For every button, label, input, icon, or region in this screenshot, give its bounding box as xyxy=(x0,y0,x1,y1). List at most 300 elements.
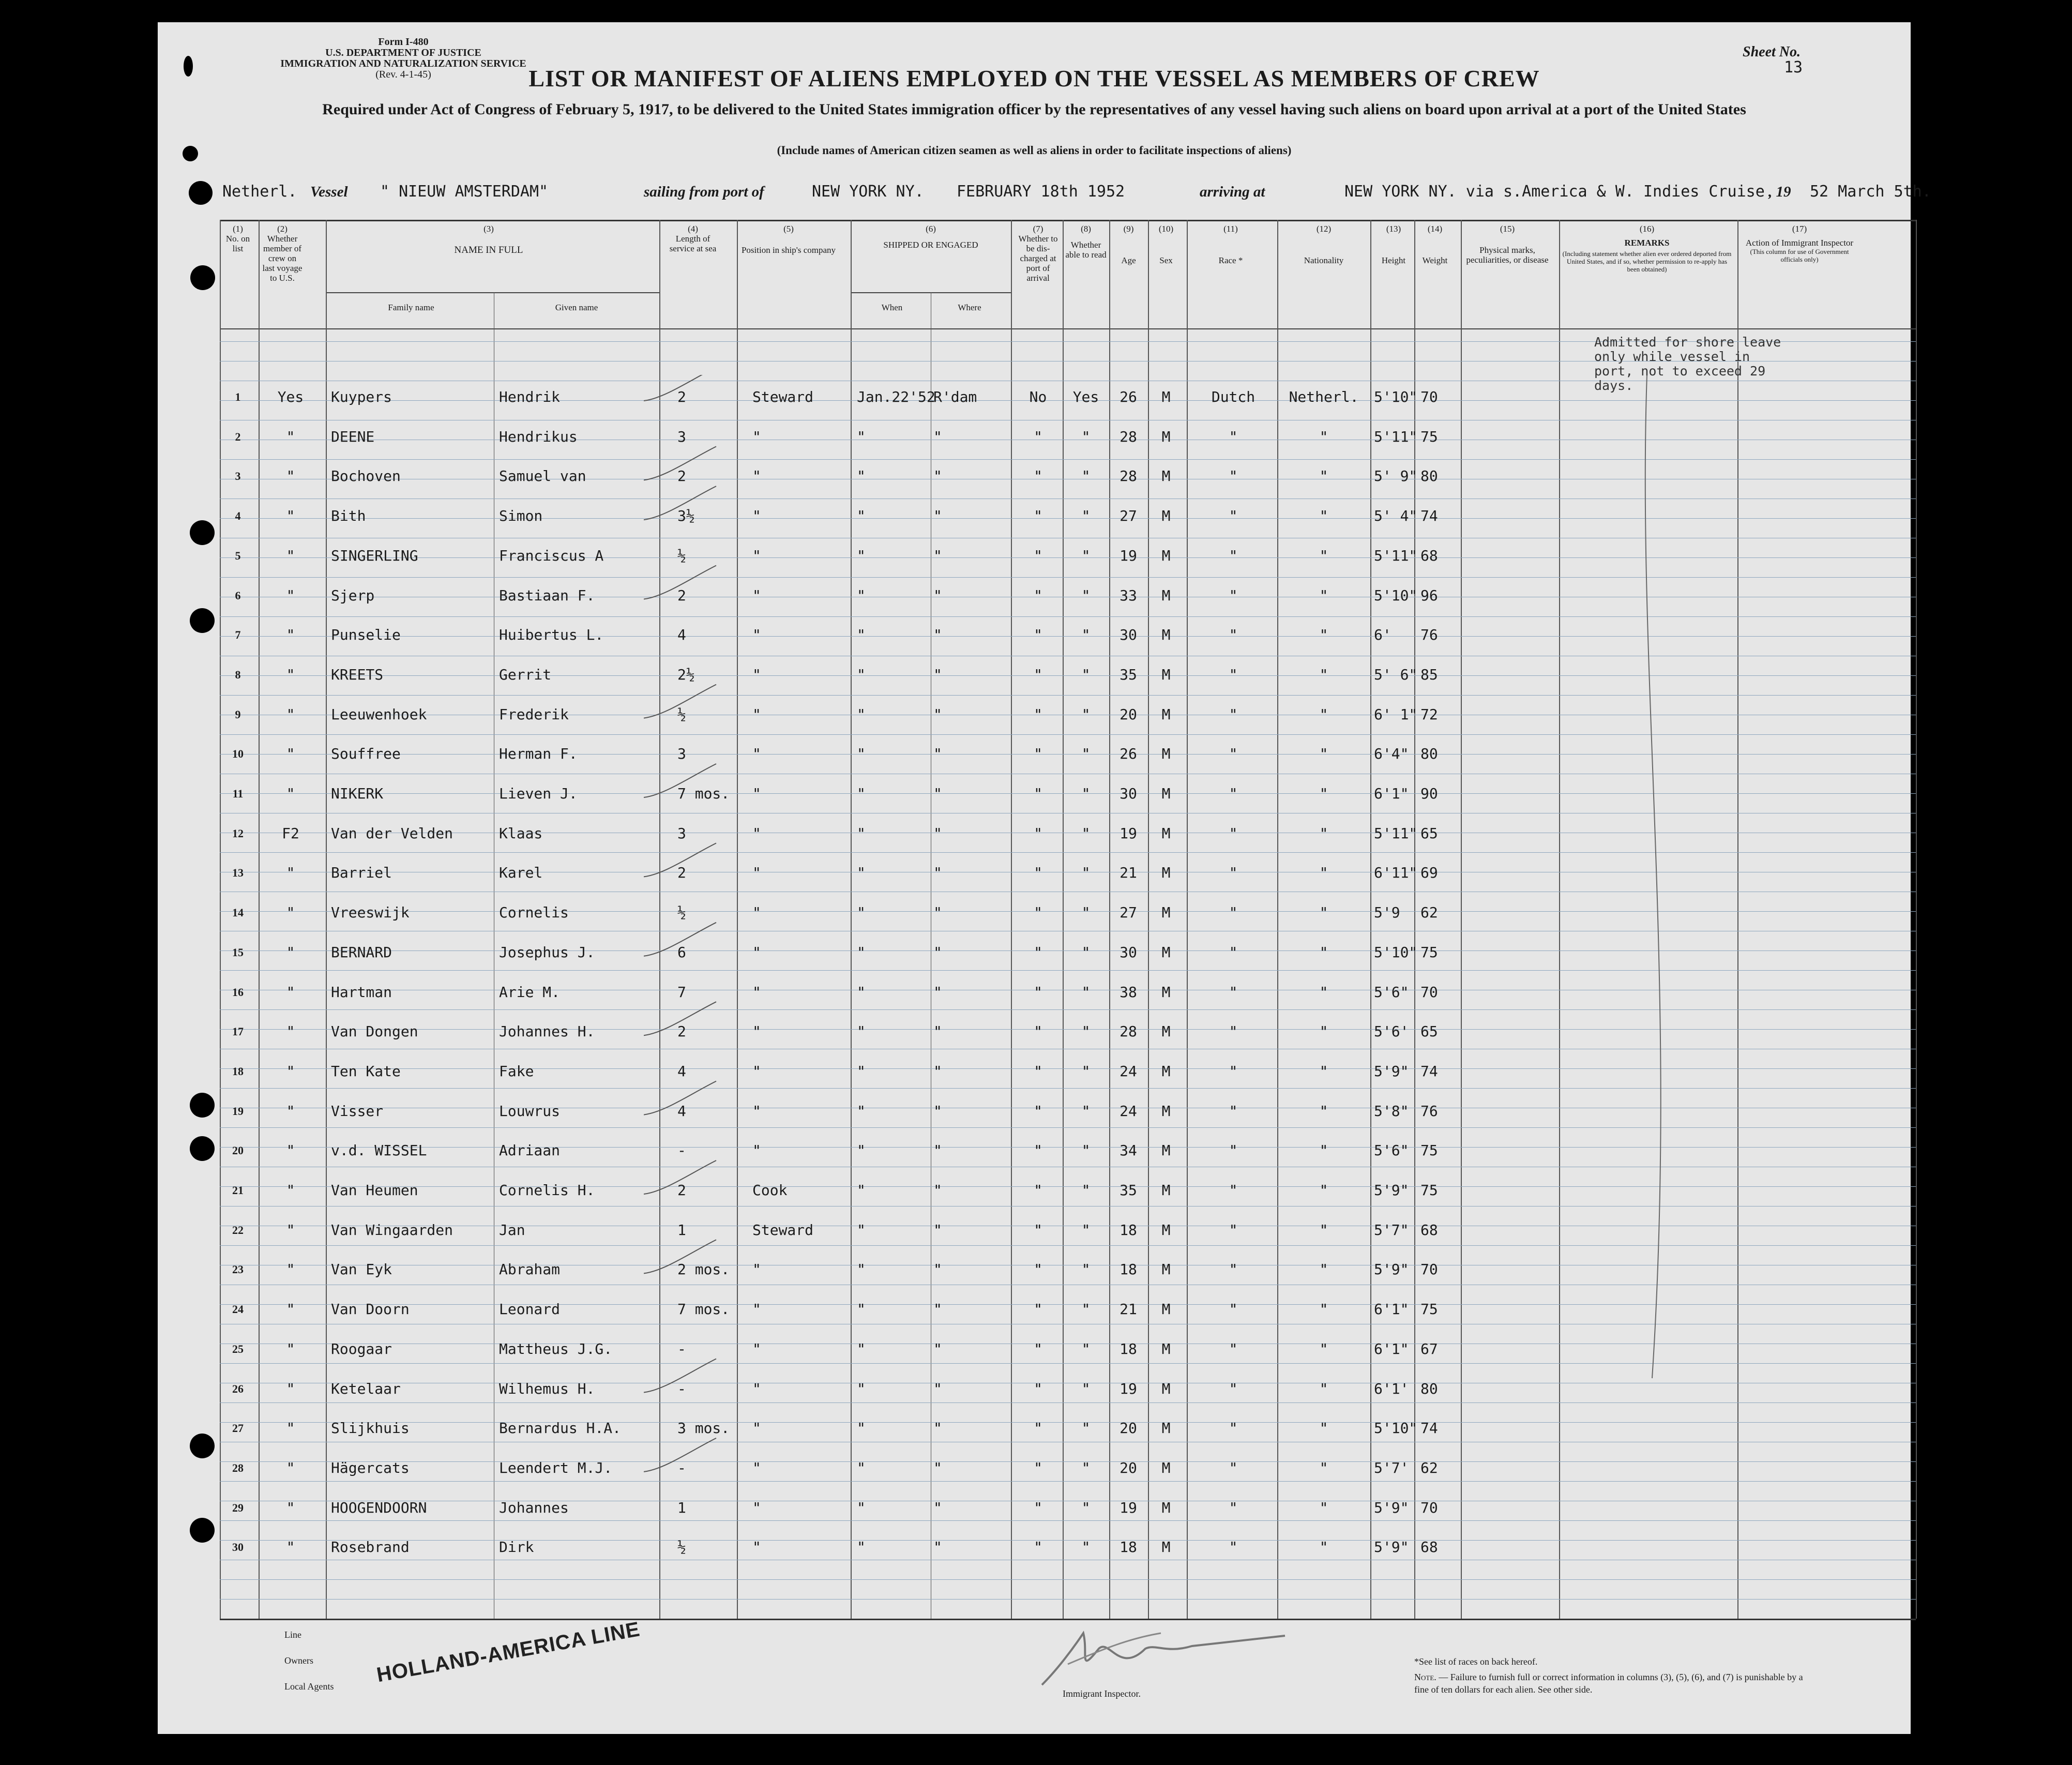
cell-age: 33 xyxy=(1120,587,1137,604)
cell-nationality: " xyxy=(1319,706,1328,723)
pencil-check-marks xyxy=(644,375,758,1616)
cell-where: " xyxy=(933,1340,942,1357)
table-row xyxy=(220,1421,1916,1438)
cell-given: Leonard xyxy=(499,1301,561,1318)
cell-when: " xyxy=(857,1538,866,1556)
cell-family: Barriel xyxy=(331,864,392,881)
cell-race: " xyxy=(1229,1142,1238,1159)
cell-read: " xyxy=(1081,1142,1091,1159)
cell-where: " xyxy=(933,1538,942,1556)
cell-when: " xyxy=(857,547,866,564)
cell-service: - xyxy=(677,1142,686,1159)
cell-when: " xyxy=(857,1499,866,1516)
cell-discharged: " xyxy=(1034,1380,1042,1397)
cell-age: 26 xyxy=(1120,745,1137,762)
cell-age: 18 xyxy=(1120,1221,1137,1239)
cell-height: 5' 4" xyxy=(1374,507,1418,524)
cell-when: " xyxy=(857,825,866,842)
cell-age: 27 xyxy=(1120,904,1137,921)
cell-when: " xyxy=(857,1261,866,1278)
cell-sex: M xyxy=(1161,1340,1171,1357)
cell-service: 2 xyxy=(677,1182,686,1199)
cell-service: 3½ xyxy=(677,507,695,524)
cell-service: 2½ xyxy=(677,666,695,683)
ruled-line xyxy=(220,1579,1916,1580)
cell-read: " xyxy=(1081,944,1091,961)
cell-sex: M xyxy=(1161,626,1171,643)
col6-where-header: Where xyxy=(958,303,981,312)
cell-nationality: " xyxy=(1319,587,1328,604)
cell-race: " xyxy=(1229,1182,1238,1199)
cell-no: 8 xyxy=(235,668,241,681)
cell-read: " xyxy=(1081,984,1091,1001)
cell-race: " xyxy=(1229,944,1238,961)
cell-height: 5' 6" xyxy=(1374,666,1418,683)
col12-header: (12) Nationality xyxy=(1304,224,1344,265)
cell-given: Louwrus xyxy=(499,1103,561,1120)
cell-race: Dutch xyxy=(1211,388,1256,405)
cell-height: 6'4" xyxy=(1374,745,1409,762)
cell-height: 5'7' xyxy=(1374,1459,1409,1476)
cell-age: 19 xyxy=(1120,1499,1137,1516)
sailing-label: sailing from port of xyxy=(644,184,764,200)
cell-when: " xyxy=(857,904,866,921)
cell-service: ½ xyxy=(677,904,686,921)
cell-no: 2 xyxy=(235,430,241,443)
cell-sex: M xyxy=(1161,587,1171,604)
cell-when: " xyxy=(857,785,866,802)
cell-when: " xyxy=(857,1142,866,1159)
cell-when: " xyxy=(857,864,866,881)
cell-nationality: " xyxy=(1319,1340,1328,1357)
cell-where: " xyxy=(933,1420,942,1437)
cell-discharged: " xyxy=(1034,666,1042,683)
cell-family: Ketelaar xyxy=(331,1380,401,1397)
cell-sex: M xyxy=(1161,904,1171,921)
cell-sex: M xyxy=(1161,745,1171,762)
cell-prev: " xyxy=(286,1301,295,1318)
cell-discharged: " xyxy=(1034,587,1042,604)
cell-service: 2 mos. xyxy=(677,1261,730,1278)
year-prefix: , 19 xyxy=(1768,184,1791,200)
service-name: IMMIGRATION AND NATURALIZATION SERVICE xyxy=(280,58,526,69)
cell-nationality: " xyxy=(1319,904,1328,921)
cell-where: " xyxy=(933,626,942,643)
cell-family: HOOGENDOORN xyxy=(331,1499,427,1516)
cell-service: - xyxy=(677,1459,686,1476)
cell-family: Ten Kate xyxy=(331,1063,401,1080)
cell-no: 14 xyxy=(232,906,244,919)
cell-where: " xyxy=(933,944,942,961)
cell-service: 7 mos. xyxy=(677,1301,730,1318)
cell-age: 28 xyxy=(1120,428,1137,445)
cell-no: 13 xyxy=(232,866,244,879)
cell-given: Mattheus J.G. xyxy=(499,1340,613,1357)
cell-nationality: " xyxy=(1319,1420,1328,1437)
cell-no: 26 xyxy=(232,1382,244,1395)
cell-where: " xyxy=(933,467,942,485)
cell-given: Franciscus A xyxy=(499,547,604,564)
cell-weight: 75 xyxy=(1420,944,1438,961)
cell-no: 16 xyxy=(232,986,244,999)
cell-discharged: " xyxy=(1034,1499,1042,1516)
cell-discharged: " xyxy=(1034,1340,1042,1357)
cell-nationality: " xyxy=(1319,1103,1328,1120)
punch-hole xyxy=(184,56,193,77)
cell-service: 1 xyxy=(677,1499,686,1516)
cell-family: NIKERK xyxy=(331,785,384,802)
cell-age: 28 xyxy=(1120,467,1137,485)
cell-race: " xyxy=(1229,1063,1238,1080)
cell-position: " xyxy=(752,984,761,1001)
cell-given: Samuel van xyxy=(499,467,586,485)
cell-age: 30 xyxy=(1120,944,1137,961)
cell-no: 15 xyxy=(232,946,244,959)
cell-read: " xyxy=(1081,1182,1091,1199)
cell-position: " xyxy=(752,428,761,445)
cell-service: 3 xyxy=(677,825,686,842)
cell-nationality: " xyxy=(1319,1301,1328,1318)
remarks-text: Admitted for shore leave only while vessel in port, not to exceed 29 days. xyxy=(1594,335,1781,393)
cell-where: " xyxy=(933,507,942,524)
cell-position: " xyxy=(752,1459,761,1476)
form-number: Form I-480 xyxy=(378,36,429,48)
cell-where: " xyxy=(933,587,942,604)
cell-discharged: " xyxy=(1034,1459,1042,1476)
cell-service: ½ xyxy=(677,1538,686,1556)
cell-when: " xyxy=(857,1340,866,1357)
cell-prev: " xyxy=(286,428,295,445)
col13-header: (13) Height xyxy=(1381,224,1406,265)
cell-race: " xyxy=(1229,547,1238,564)
cell-service: 7 xyxy=(677,984,686,1001)
cell-read: " xyxy=(1081,1420,1091,1437)
cell-where: " xyxy=(933,745,942,762)
cell-discharged: " xyxy=(1034,745,1042,762)
cell-when: " xyxy=(857,944,866,961)
cell-family: KREETS xyxy=(331,666,384,683)
cell-when: " xyxy=(857,1380,866,1397)
cell-position: " xyxy=(752,1380,761,1397)
cell-where: " xyxy=(933,666,942,683)
cell-service: 4 xyxy=(677,1103,686,1120)
cell-prev: " xyxy=(286,1182,295,1199)
cell-service: ½ xyxy=(677,547,686,564)
cell-age: 30 xyxy=(1120,785,1137,802)
cell-service: 3 xyxy=(677,745,686,762)
cell-discharged: " xyxy=(1034,626,1042,643)
cell-race: " xyxy=(1229,785,1238,802)
cell-sex: M xyxy=(1161,1103,1171,1120)
cell-nationality: " xyxy=(1319,1221,1328,1239)
cell-age: 19 xyxy=(1120,547,1137,564)
cell-position: " xyxy=(752,1142,761,1159)
cell-height: 5'10" xyxy=(1374,388,1418,405)
cell-service: 7 mos. xyxy=(677,785,730,802)
cell-discharged: " xyxy=(1034,1063,1042,1080)
cell-height: 6'1" xyxy=(1374,1340,1409,1357)
cell-where: " xyxy=(933,1301,942,1318)
cell-height: 5'9" xyxy=(1374,1063,1409,1080)
cell-weight: 70 xyxy=(1420,1261,1438,1278)
col1-header: (1) No. on list xyxy=(225,224,250,253)
cell-no: 18 xyxy=(232,1065,244,1078)
cell-read: " xyxy=(1081,1261,1091,1278)
cell-read: " xyxy=(1081,507,1091,524)
cell-when: " xyxy=(857,666,866,683)
cell-race: " xyxy=(1229,1499,1238,1516)
cell-weight: 72 xyxy=(1420,706,1438,723)
cell-prev: " xyxy=(286,1063,295,1080)
cell-race: " xyxy=(1229,1420,1238,1437)
cell-age: 35 xyxy=(1120,666,1137,683)
cell-family: Roogaar xyxy=(331,1340,392,1357)
cell-position: Steward xyxy=(752,388,814,405)
cell-given: Dirk xyxy=(499,1538,534,1556)
cell-no: 24 xyxy=(232,1303,244,1316)
col10-header: (10) Sex xyxy=(1158,224,1174,265)
cell-sex: M xyxy=(1161,388,1171,405)
cell-no: 10 xyxy=(232,747,244,760)
cell-weight: 65 xyxy=(1420,1023,1438,1040)
cell-sex: M xyxy=(1161,785,1171,802)
cell-sex: M xyxy=(1161,1380,1171,1397)
cell-position: Steward xyxy=(752,1221,814,1239)
cell-age: 20 xyxy=(1120,1459,1137,1476)
cell-read: " xyxy=(1081,904,1091,921)
cell-nationality: " xyxy=(1319,626,1328,643)
cell-given: Wilhemus H. xyxy=(499,1380,595,1397)
cell-read: " xyxy=(1081,745,1091,762)
cell-given: Johannes xyxy=(499,1499,569,1516)
cell-prev: " xyxy=(286,1142,295,1159)
cell-service: ½ xyxy=(677,706,686,723)
cell-height: 5'9 xyxy=(1374,904,1400,921)
cell-position: " xyxy=(752,547,761,564)
cell-race: " xyxy=(1229,1380,1238,1397)
cell-weight: 75 xyxy=(1420,1301,1438,1318)
cell-sex: M xyxy=(1161,1063,1171,1080)
cell-family: Bochoven xyxy=(331,467,401,485)
cell-given: Hendrikus xyxy=(499,428,578,445)
cell-discharged: " xyxy=(1034,904,1042,921)
cell-sex: M xyxy=(1161,1499,1171,1516)
cell-when: " xyxy=(857,1103,866,1120)
page-title: LIST OR MANIFEST OF ALIENS EMPLOYED ON THE VESSEL AS MEMBERS OF CREW xyxy=(528,65,1540,92)
punch-hole xyxy=(190,520,215,545)
arrival-date: 52 March 5th. xyxy=(1810,183,1931,201)
cell-when: " xyxy=(857,1459,866,1476)
cell-age: 20 xyxy=(1120,706,1137,723)
cell-sex: M xyxy=(1161,1420,1171,1437)
cell-family: Leeuwenhoek xyxy=(331,706,427,723)
inspector-signature xyxy=(1026,1618,1399,1695)
cell-position: " xyxy=(752,1499,761,1516)
cell-prev: " xyxy=(286,547,295,564)
cell-height: 5'9" xyxy=(1374,1499,1409,1516)
cell-when: " xyxy=(857,1182,866,1199)
cell-height: 5'10" xyxy=(1374,587,1418,604)
department: U.S. DEPARTMENT OF JUSTICE xyxy=(325,47,481,58)
cell-prev: " xyxy=(286,745,295,762)
ruled-line xyxy=(220,1520,1916,1521)
holland-america-stamp: HOLLAND-AMERICA LINE xyxy=(375,1618,642,1687)
cell-no: 25 xyxy=(232,1342,244,1355)
sheet-number: 13 xyxy=(1784,58,1803,77)
cell-prev: Yes xyxy=(277,388,304,405)
cell-read: " xyxy=(1081,1301,1091,1318)
cell-height: 6' xyxy=(1374,626,1392,643)
cell-when: Jan.22'52 xyxy=(857,388,935,405)
cell-service: 2 xyxy=(677,1023,686,1040)
footer-agents-label: Local Agents xyxy=(284,1681,334,1692)
cell-weight: 74 xyxy=(1420,1063,1438,1080)
cell-weight: 96 xyxy=(1420,587,1438,604)
header-bottom-border xyxy=(220,328,1916,329)
sheet-label: Sheet No. xyxy=(1743,44,1801,60)
cell-family: Bith xyxy=(331,507,366,524)
cell-discharged: " xyxy=(1034,1182,1042,1199)
fine-note: Note. — Failure to furnish full or correct information in columns (3), (5), (6), and (7) is punishable by a fine of ten dollars for each alien. See other side. xyxy=(1414,1672,1803,1695)
punch-hole xyxy=(190,1136,215,1161)
cell-read: " xyxy=(1081,1538,1091,1556)
cell-read: " xyxy=(1081,1221,1091,1239)
cell-position: " xyxy=(752,587,761,604)
cell-position: " xyxy=(752,864,761,881)
cell-sex: M xyxy=(1161,467,1171,485)
cell-discharged: " xyxy=(1034,706,1042,723)
punch-hole xyxy=(183,146,198,161)
cell-family: Punselie xyxy=(331,626,401,643)
cell-family: Van Wingaarden xyxy=(331,1221,453,1239)
cell-nationality: " xyxy=(1319,1023,1328,1040)
cell-read: " xyxy=(1081,1023,1091,1040)
cell-race: " xyxy=(1229,428,1238,445)
cell-weight: 76 xyxy=(1420,1103,1438,1120)
cell-no: 12 xyxy=(232,827,244,840)
ruled-line xyxy=(220,1481,1916,1482)
cell-position: " xyxy=(752,507,761,524)
cell-age: 21 xyxy=(1120,864,1137,881)
cell-where: " xyxy=(933,1221,942,1239)
cell-family: BERNARD xyxy=(331,944,392,961)
cell-race: " xyxy=(1229,507,1238,524)
cell-weight: 80 xyxy=(1420,1380,1438,1397)
cell-service: - xyxy=(677,1340,686,1357)
cell-no: 6 xyxy=(235,589,241,602)
cell-race: " xyxy=(1229,587,1238,604)
table-top-border xyxy=(220,220,1916,221)
cell-age: 20 xyxy=(1120,1420,1137,1437)
cell-when: " xyxy=(857,587,866,604)
cell-age: 35 xyxy=(1120,1182,1137,1199)
cell-prev: " xyxy=(286,984,295,1001)
cell-where: " xyxy=(933,428,942,445)
cell-read: " xyxy=(1081,1380,1091,1397)
crew-table xyxy=(220,220,1916,1619)
cell-position: " xyxy=(752,944,761,961)
cell-when: " xyxy=(857,507,866,524)
footer-owners-label: Owners xyxy=(284,1655,313,1666)
punch-hole xyxy=(189,181,213,205)
cell-age: 28 xyxy=(1120,1023,1137,1040)
cell-service: 6 xyxy=(677,944,686,961)
cell-where: " xyxy=(933,1380,942,1397)
cell-discharged: " xyxy=(1034,825,1042,842)
cell-no: 3 xyxy=(235,470,241,482)
cell-sex: M xyxy=(1161,825,1171,842)
cell-when: " xyxy=(857,626,866,643)
col3-given-header: Given name xyxy=(555,303,598,312)
vessel-label: Vessel xyxy=(310,184,348,200)
cell-height: 6'11" xyxy=(1374,864,1418,881)
cell-age: 19 xyxy=(1120,825,1137,842)
cell-sex: M xyxy=(1161,428,1171,445)
col4-header: (4) Length of service at sea xyxy=(669,224,717,253)
cell-given: Adriaan xyxy=(499,1142,561,1159)
cell-read: " xyxy=(1081,1459,1091,1476)
name-subheader-line xyxy=(326,292,659,293)
cell-when: " xyxy=(857,467,866,485)
cell-given: Abraham xyxy=(499,1261,561,1278)
cell-age: 27 xyxy=(1120,507,1137,524)
col7-header: (7) Whether to be dis-charged at port of arrival xyxy=(1018,224,1058,283)
cell-position: " xyxy=(752,904,761,921)
cell-prev: " xyxy=(286,666,295,683)
cell-prev: " xyxy=(286,1420,295,1437)
cell-weight: 65 xyxy=(1420,825,1438,842)
cell-sex: M xyxy=(1161,1538,1171,1556)
cell-age: 24 xyxy=(1120,1103,1137,1120)
col8-header: (8) Whether able to read xyxy=(1065,224,1107,260)
cell-nationality: " xyxy=(1319,944,1328,961)
cell-where: " xyxy=(933,1459,942,1476)
cell-discharged: " xyxy=(1034,547,1042,564)
cell-no: 29 xyxy=(232,1501,244,1514)
cell-family: Van Eyk xyxy=(331,1261,392,1278)
cell-read: Yes xyxy=(1072,388,1099,405)
cell-weight: 70 xyxy=(1420,984,1438,1001)
cell-discharged: " xyxy=(1034,428,1042,445)
cell-height: 5'6" xyxy=(1374,984,1409,1001)
cell-service: 1 xyxy=(677,1221,686,1239)
cell-height: 5'9" xyxy=(1374,1182,1409,1199)
col2-header: (2) Whether member of crew on last voyage to U.S. xyxy=(262,224,303,283)
table-row xyxy=(220,1540,1916,1557)
cell-weight: 67 xyxy=(1420,1340,1438,1357)
cell-weight: 70 xyxy=(1420,388,1438,405)
cell-service: - xyxy=(677,1380,686,1397)
cell-read: " xyxy=(1081,626,1091,643)
cell-age: 26 xyxy=(1120,388,1137,405)
cell-where: " xyxy=(933,1182,942,1199)
cell-no: 9 xyxy=(235,708,241,721)
cell-height: 5'6' xyxy=(1374,1023,1409,1040)
cell-where: " xyxy=(933,1261,942,1278)
cell-age: 18 xyxy=(1120,1340,1137,1357)
cell-nationality: " xyxy=(1319,1380,1328,1397)
cell-position: Cook xyxy=(752,1182,788,1199)
cell-sex: M xyxy=(1161,984,1171,1001)
cell-height: 6' 1" xyxy=(1374,706,1418,723)
cell-given: Lieven J. xyxy=(499,785,578,802)
cell-discharged: " xyxy=(1034,864,1042,881)
cell-given: Fake xyxy=(499,1063,534,1080)
col5-header: (5) Position in ship's company xyxy=(741,224,836,255)
cell-weight: 62 xyxy=(1420,904,1438,921)
cell-where: " xyxy=(933,1142,942,1159)
cell-race: " xyxy=(1229,666,1238,683)
